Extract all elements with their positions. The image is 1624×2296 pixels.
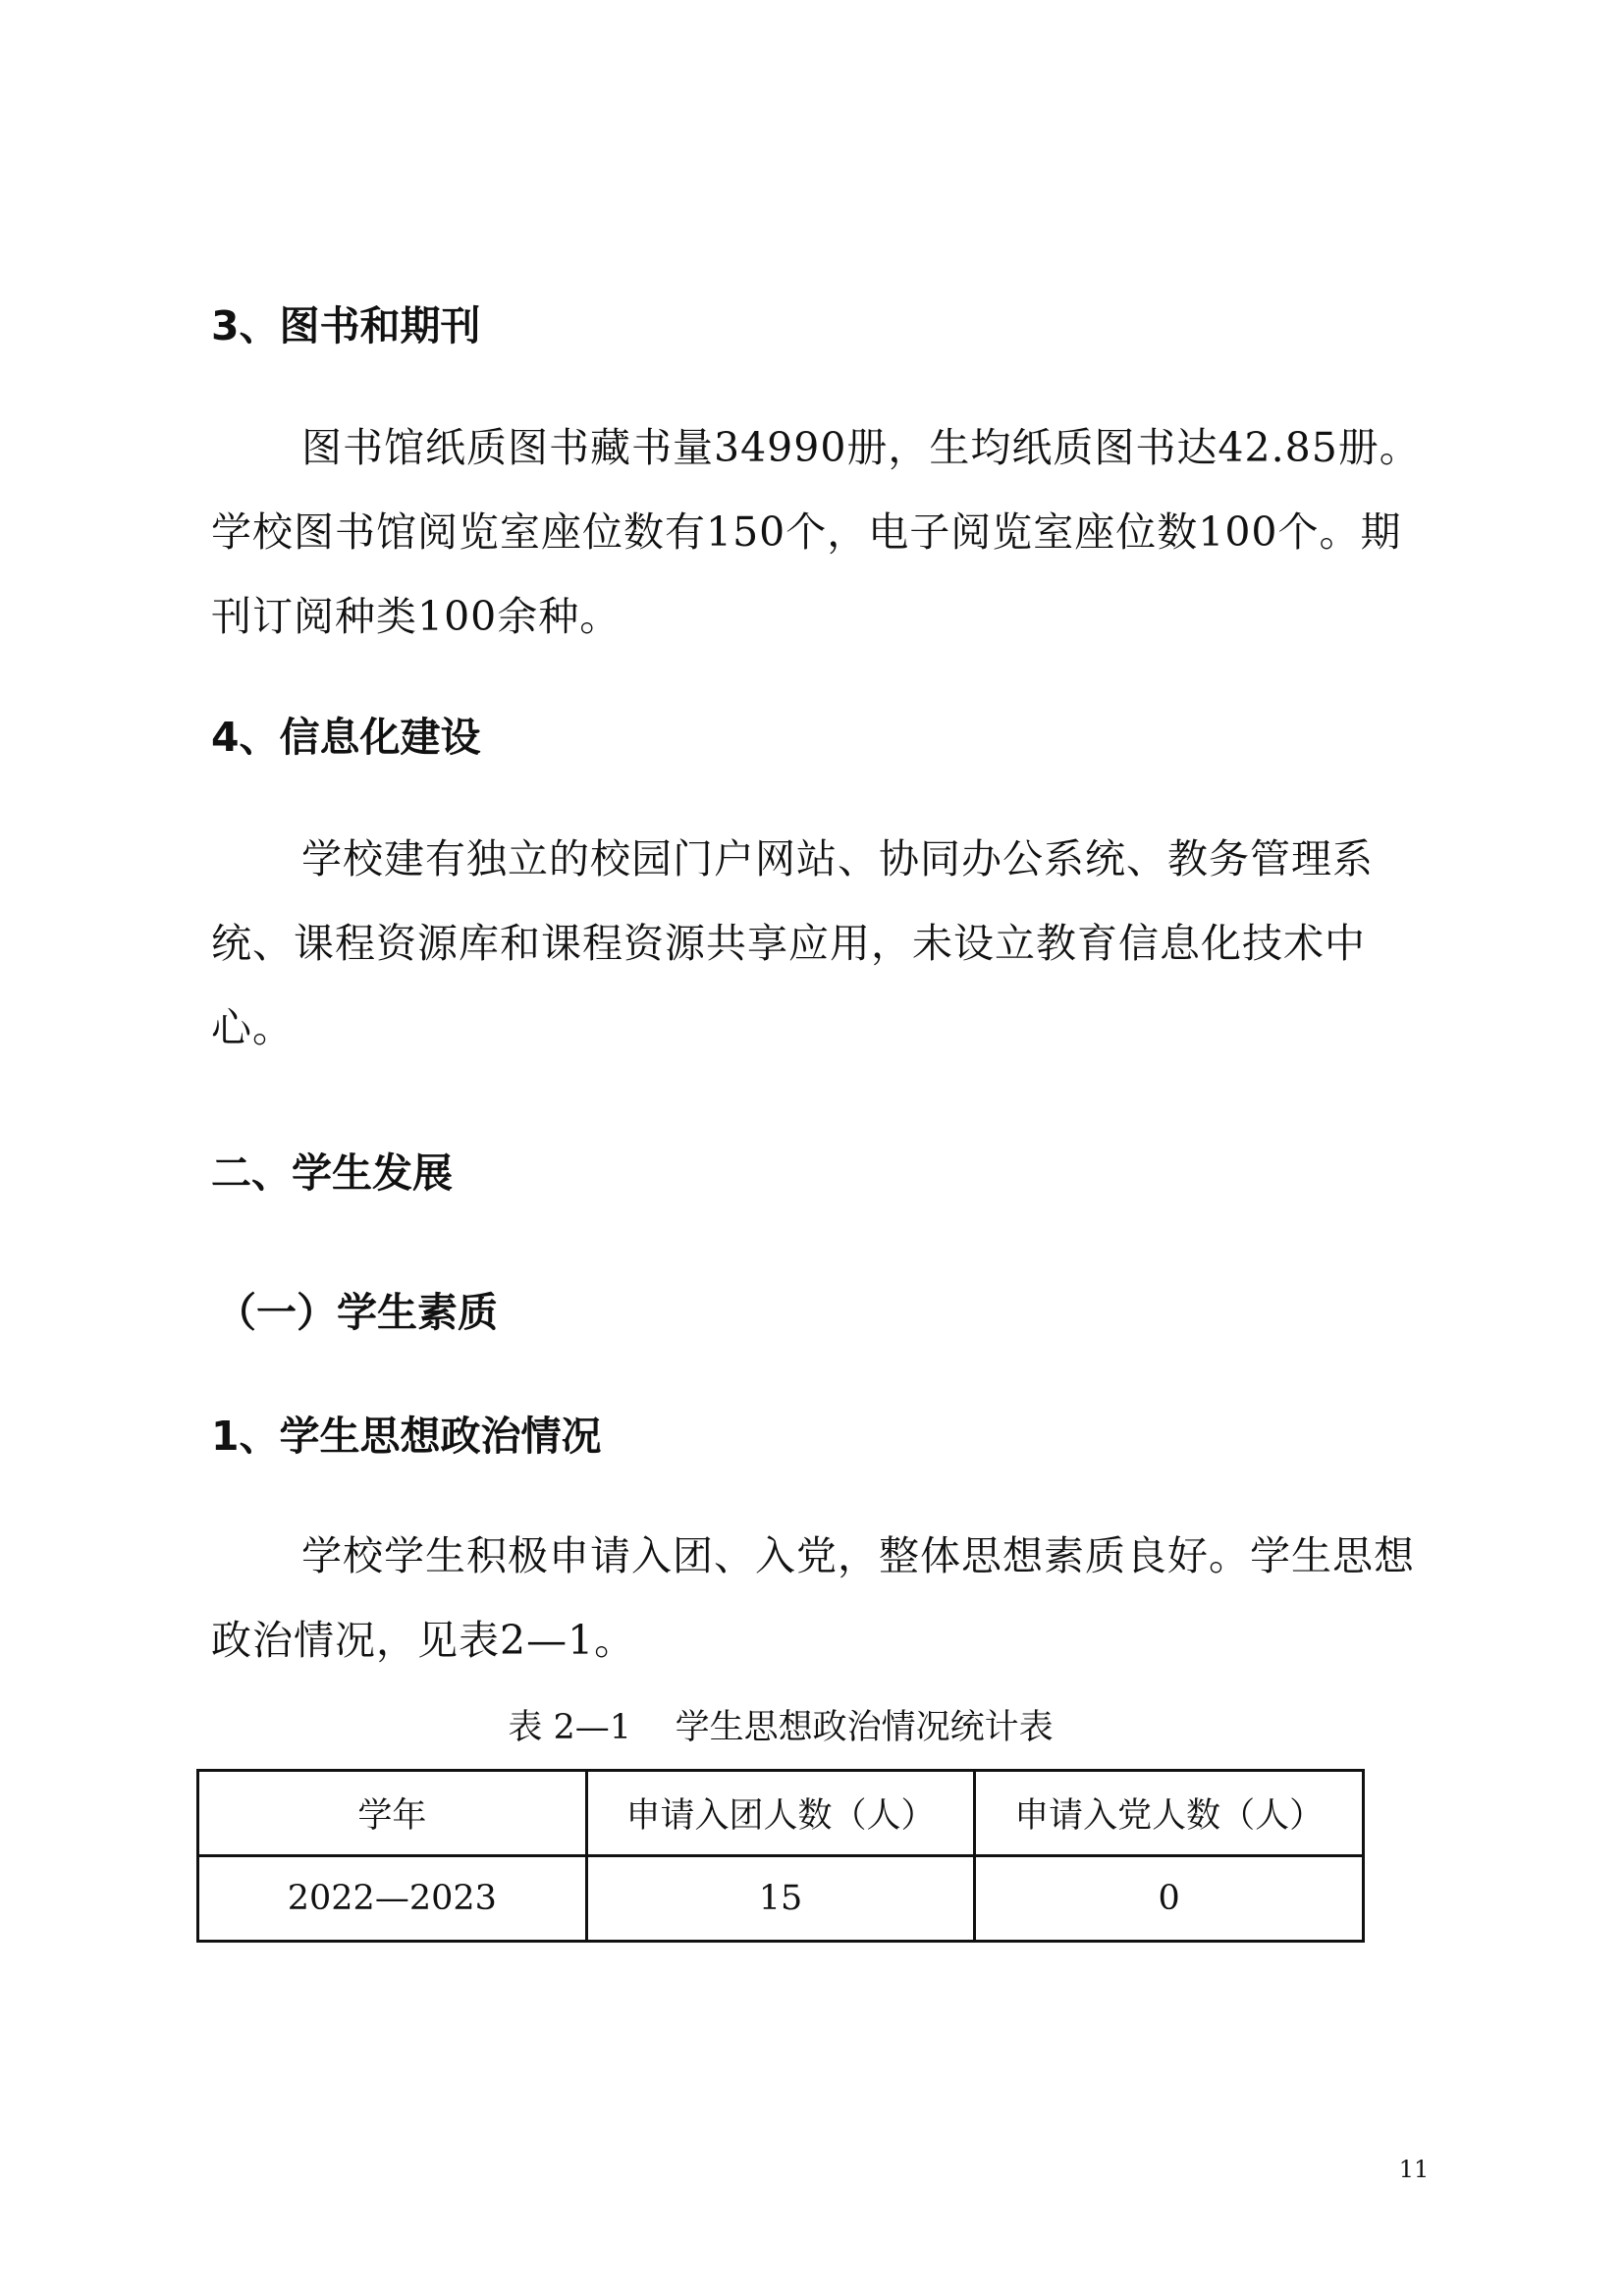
table-caption: 表 2—1 学生思想政治情况统计表	[508, 1708, 1054, 1747]
sub-heading: （一）学生素质	[216, 1289, 498, 1336]
cell-school-year: 2022—2023	[198, 1856, 587, 1942]
it-paragraph: 学校建有独立的校园门户网站、协同办公系统、教务管理系统、课程资源库和课程资源共享应用，未设立教育信息化技术中心。	[211, 835, 1374, 1051]
header-school-year: 学年	[198, 1771, 587, 1856]
page-number: 11	[1398, 2156, 1430, 2183]
politics-heading: 1、学生思想政治情况	[211, 1413, 602, 1460]
books-heading: 3、图书和期刊	[211, 302, 481, 349]
header-party-applicants: 申请入党人数（人）	[975, 1771, 1364, 1856]
chapter-heading: 二、学生发展	[211, 1149, 453, 1197]
header-league-applicants: 申请入团人数（人）	[586, 1771, 975, 1856]
cell-league-applicants: 15	[586, 1856, 975, 1942]
table-row	[198, 1856, 1364, 1942]
books-paragraph: 图书馆纸质图书藏书量34990册，生均纸质图书达42.85册。学校图书馆阅览室座位数有150个，电子阅览室座位数100个。期刊订阅种类100余种。	[211, 424, 1421, 640]
it-heading: 4、信息化建设	[211, 714, 481, 761]
student-politics-table	[196, 1769, 1365, 1943]
politics-paragraph: 学校学生积极申请入团、入党，整体思想素质良好。学生思想政治情况，见表2—1。	[211, 1532, 1415, 1664]
cell-party-applicants: 0	[975, 1856, 1364, 1942]
table-header-row	[198, 1771, 1364, 1856]
